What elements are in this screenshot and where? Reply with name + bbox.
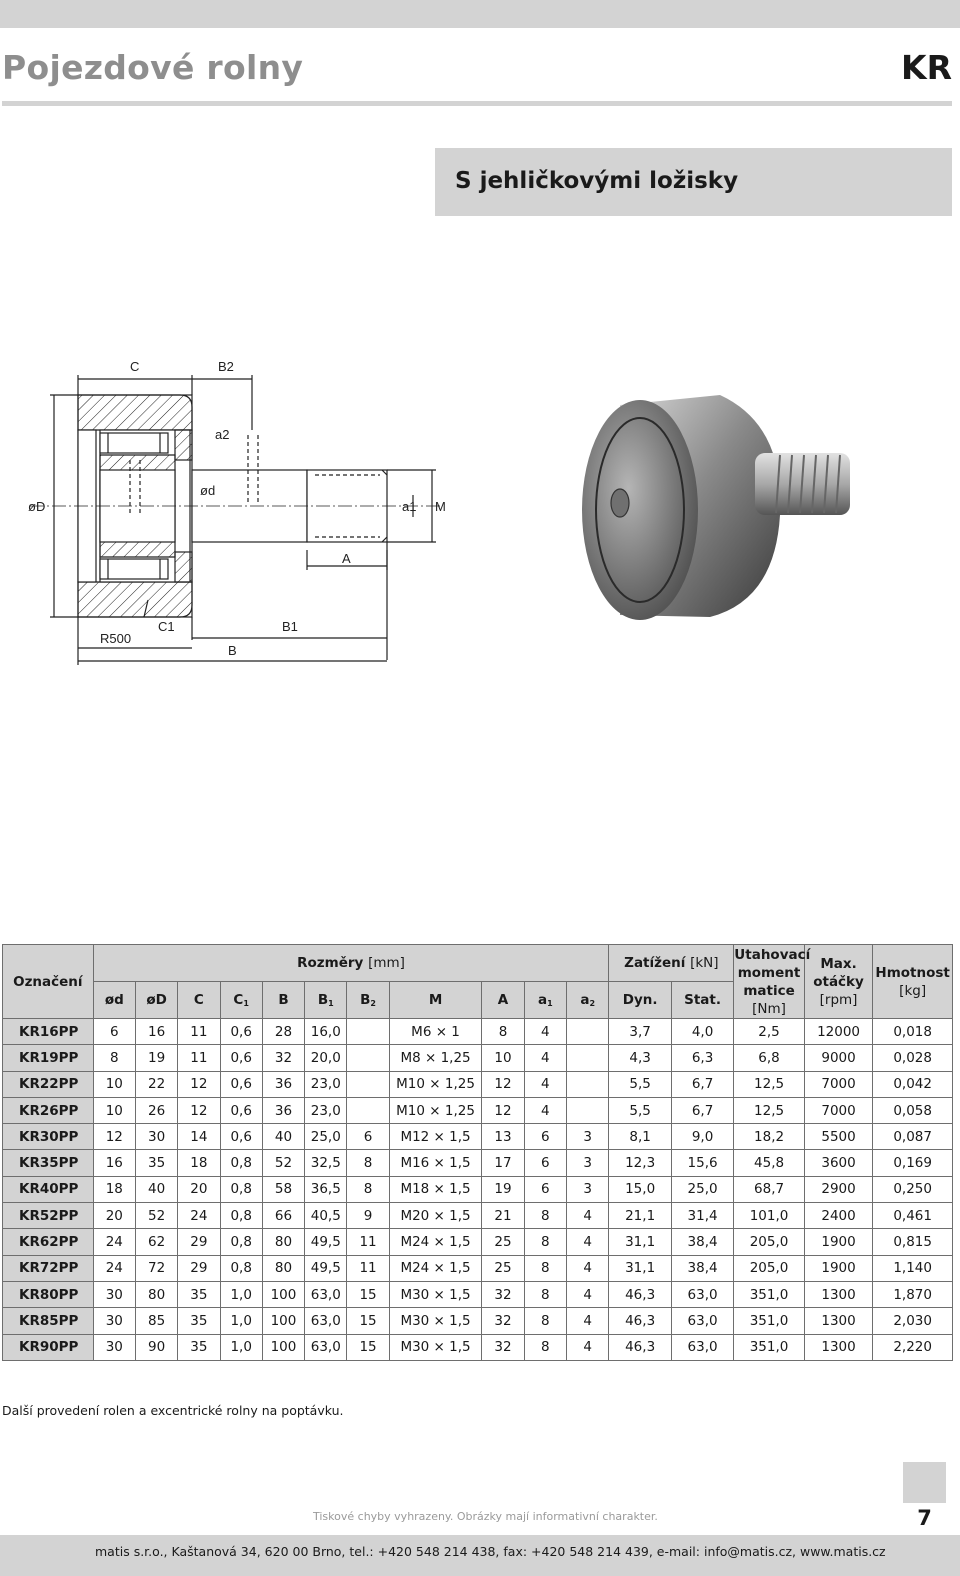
table-cell: 63,0 xyxy=(305,1308,347,1334)
table-cell: 40,5 xyxy=(305,1203,347,1229)
table-cell: 15 xyxy=(347,1281,389,1307)
label-R500: R500 xyxy=(100,631,132,646)
spec-table xyxy=(2,944,953,1361)
table-cell: 32 xyxy=(482,1308,524,1334)
col-D: øD xyxy=(135,982,177,1019)
table-cell: 0,250 xyxy=(873,1176,953,1202)
table-cell: 35 xyxy=(178,1334,220,1360)
table-cell: 12 xyxy=(93,1124,135,1150)
table-cell: 28 xyxy=(262,1019,304,1045)
table-cell: 52 xyxy=(135,1203,177,1229)
table-cell: 30 xyxy=(93,1281,135,1307)
table-cell xyxy=(566,1019,608,1045)
label-a2: a2 xyxy=(215,427,230,442)
table-cell: 0,087 xyxy=(873,1124,953,1150)
table-cell: 36 xyxy=(262,1097,304,1123)
designation-cell: KR90PP xyxy=(3,1334,94,1360)
table-row xyxy=(3,1097,953,1123)
table-cell: 6 xyxy=(524,1176,566,1202)
table-cell: 1900 xyxy=(804,1255,872,1281)
label-oD: øD xyxy=(28,499,46,514)
table-cell: M8 × 1,25 xyxy=(389,1045,482,1071)
table-cell: 46,3 xyxy=(609,1308,671,1334)
table-cell: 2400 xyxy=(804,1203,872,1229)
label-M: M xyxy=(435,499,446,514)
table-cell: M10 × 1,25 xyxy=(389,1071,482,1097)
table-cell: M16 × 1,5 xyxy=(389,1150,482,1176)
table-cell: 8 xyxy=(524,1255,566,1281)
table-cell: 17 xyxy=(482,1150,524,1176)
table-cell: 2900 xyxy=(804,1176,872,1202)
label-A: A xyxy=(342,551,351,566)
table-cell: 0,6 xyxy=(220,1045,262,1071)
table-cell: 14 xyxy=(178,1124,220,1150)
table-cell: 4 xyxy=(566,1281,608,1307)
table-cell: 8,1 xyxy=(609,1124,671,1150)
label-a1: a1 xyxy=(402,499,417,514)
table-cell: 2,030 xyxy=(873,1308,953,1334)
table-cell: 0,058 xyxy=(873,1097,953,1123)
top-band xyxy=(0,0,960,28)
table-cell: 62 xyxy=(135,1229,177,1255)
table-cell: 100 xyxy=(262,1308,304,1334)
table-cell: 10 xyxy=(93,1071,135,1097)
table-cell: 15 xyxy=(347,1334,389,1360)
table-cell: 3,7 xyxy=(609,1019,671,1045)
table-cell: 6 xyxy=(524,1150,566,1176)
table-cell: M20 × 1,5 xyxy=(389,1203,482,1229)
table-cell xyxy=(347,1019,389,1045)
designation-cell: KR85PP xyxy=(3,1308,94,1334)
col-torque: Utahovací moment matice [Nm] xyxy=(734,946,811,1017)
table-cell: 0,8 xyxy=(220,1229,262,1255)
col-a2: $a_2$ xyxy=(566,982,608,1019)
table-cell: 351,0 xyxy=(734,1334,805,1360)
designation-cell: KR72PP xyxy=(3,1255,94,1281)
col-a1: $a_1$ xyxy=(524,982,566,1019)
table-row xyxy=(3,1334,953,1360)
table-row xyxy=(3,1308,953,1334)
table-cell: 1,0 xyxy=(220,1334,262,1360)
table-cell: 29 xyxy=(178,1255,220,1281)
table-cell: 4 xyxy=(524,1097,566,1123)
label-B: B xyxy=(228,643,237,658)
table-cell: 4 xyxy=(524,1045,566,1071)
table-cell: 4 xyxy=(566,1229,608,1255)
table-cell: 1,140 xyxy=(873,1255,953,1281)
table-cell: 3600 xyxy=(804,1150,872,1176)
table-cell xyxy=(566,1071,608,1097)
table-cell: 15,0 xyxy=(609,1176,671,1202)
col-B: B xyxy=(262,982,304,1019)
table-cell: 6 xyxy=(524,1124,566,1150)
col-B2: $B_2$ xyxy=(347,982,389,1019)
table-cell: 19 xyxy=(482,1176,524,1202)
table-cell: 80 xyxy=(262,1229,304,1255)
table-cell: 8 xyxy=(524,1229,566,1255)
table-cell: 31,1 xyxy=(609,1229,671,1255)
table-cell: 10 xyxy=(482,1045,524,1071)
table-cell: 4 xyxy=(566,1334,608,1360)
table-cell: 1300 xyxy=(804,1281,872,1307)
table-cell: 25,0 xyxy=(305,1124,347,1150)
table-cell: 18,2 xyxy=(734,1124,805,1150)
table-cell: 11 xyxy=(347,1255,389,1281)
title-divider xyxy=(2,101,952,106)
table-header-row-1 xyxy=(3,945,953,982)
table-cell: 32,5 xyxy=(305,1150,347,1176)
table-cell: 24 xyxy=(93,1229,135,1255)
table-cell: 20,0 xyxy=(305,1045,347,1071)
table-cell: 4,3 xyxy=(609,1045,671,1071)
table-cell: 12 xyxy=(482,1071,524,1097)
table-cell: 0,8 xyxy=(220,1203,262,1229)
table-cell xyxy=(347,1097,389,1123)
table-cell: 0,815 xyxy=(873,1229,953,1255)
table-cell: 63,0 xyxy=(305,1334,347,1360)
table-cell: 12 xyxy=(482,1097,524,1123)
table-cell: 32 xyxy=(482,1281,524,1307)
table-cell: 351,0 xyxy=(734,1281,805,1307)
table-cell: 58 xyxy=(262,1176,304,1202)
note: Další provedení rolen a excentrické rolny na poptávku. xyxy=(2,1403,344,1418)
table-cell: 24 xyxy=(178,1203,220,1229)
table-cell: 11 xyxy=(178,1019,220,1045)
table-cell: 16 xyxy=(93,1150,135,1176)
table-row xyxy=(3,1203,953,1229)
designation-cell: KR35PP xyxy=(3,1150,94,1176)
designation-cell: KR40PP xyxy=(3,1176,94,1202)
group-load: Zatížení [kN] xyxy=(609,945,734,982)
table-cell: 1,0 xyxy=(220,1308,262,1334)
table-cell: 29 xyxy=(178,1229,220,1255)
disclaimer: Tiskové chyby vyhrazeny. Obrázky mají informativní charakter. xyxy=(313,1510,658,1523)
table-cell: 38,4 xyxy=(671,1255,733,1281)
table-cell: 22 xyxy=(135,1071,177,1097)
label-C1: C1 xyxy=(158,619,175,634)
page-title: Pojezdové rolny xyxy=(2,48,304,87)
table-cell: 31,4 xyxy=(671,1203,733,1229)
table-cell: 13 xyxy=(482,1124,524,1150)
table-cell: 6 xyxy=(347,1124,389,1150)
table-cell: 0,6 xyxy=(220,1071,262,1097)
table-cell: 0,461 xyxy=(873,1203,953,1229)
table-cell: 21 xyxy=(482,1203,524,1229)
label-B1: B1 xyxy=(282,619,298,634)
table-cell: 4 xyxy=(566,1203,608,1229)
table-cell: 32 xyxy=(482,1334,524,1360)
table-cell: 63,0 xyxy=(671,1334,733,1360)
table-cell: 38,4 xyxy=(671,1229,733,1255)
table-cell: 6,8 xyxy=(734,1045,805,1071)
table-cell: M10 × 1,25 xyxy=(389,1097,482,1123)
table-cell: 63,0 xyxy=(671,1308,733,1334)
table-cell: 11 xyxy=(178,1045,220,1071)
table-row xyxy=(3,1176,953,1202)
table-cell: 0,028 xyxy=(873,1045,953,1071)
table-row xyxy=(3,1124,953,1150)
table-cell xyxy=(566,1097,608,1123)
col-speed: Max. otáčky [rpm] xyxy=(804,945,872,1019)
subtitle-box xyxy=(435,148,952,216)
table-cell: 8 xyxy=(347,1150,389,1176)
table-cell: 0,169 xyxy=(873,1150,953,1176)
table-cell: 100 xyxy=(262,1334,304,1360)
table-cell: 12,5 xyxy=(734,1097,805,1123)
table-cell: 101,0 xyxy=(734,1203,805,1229)
col-d: ød xyxy=(93,982,135,1019)
table-cell: 80 xyxy=(262,1255,304,1281)
table-cell: 351,0 xyxy=(734,1308,805,1334)
subtitle: S jehličkovými ložisky xyxy=(455,168,739,194)
table-row xyxy=(3,1255,953,1281)
table-cell: 0,042 xyxy=(873,1071,953,1097)
table-cell: 18 xyxy=(93,1176,135,1202)
table-cell: M6 × 1 xyxy=(389,1019,482,1045)
table-cell: 25 xyxy=(482,1255,524,1281)
table-cell: 49,5 xyxy=(305,1229,347,1255)
table-cell: 12,3 xyxy=(609,1150,671,1176)
table-cell: 0,6 xyxy=(220,1124,262,1150)
table-cell: 20 xyxy=(178,1176,220,1202)
table-cell: 30 xyxy=(93,1334,135,1360)
table-cell: 85 xyxy=(135,1308,177,1334)
table-cell: 16 xyxy=(135,1019,177,1045)
table-cell: 63,0 xyxy=(305,1281,347,1307)
table-cell: M18 × 1,5 xyxy=(389,1176,482,1202)
table-cell: 8 xyxy=(524,1334,566,1360)
table-cell xyxy=(347,1045,389,1071)
table-cell: 0,8 xyxy=(220,1255,262,1281)
table-cell: 8 xyxy=(524,1203,566,1229)
table-cell: 9 xyxy=(347,1203,389,1229)
table-cell: 15 xyxy=(347,1308,389,1334)
table-cell: 19 xyxy=(135,1045,177,1071)
table-cell: 32 xyxy=(262,1045,304,1071)
label-od: ød xyxy=(200,483,216,498)
table-cell: 4 xyxy=(524,1071,566,1097)
product-photo xyxy=(580,385,870,625)
table-cell: 12 xyxy=(178,1097,220,1123)
table-cell: 2,220 xyxy=(873,1334,953,1360)
designation-cell: KR62PP xyxy=(3,1229,94,1255)
table-cell: 5500 xyxy=(804,1124,872,1150)
table-cell: 8 xyxy=(524,1281,566,1307)
table-cell: 12000 xyxy=(804,1019,872,1045)
technical-drawing xyxy=(20,355,470,670)
label-B2: B2 xyxy=(218,359,234,374)
table-cell: 12 xyxy=(178,1071,220,1097)
table-cell: 25,0 xyxy=(671,1176,733,1202)
col-C: C xyxy=(178,982,220,1019)
designation-cell: KR19PP xyxy=(3,1045,94,1071)
table-cell: 0,018 xyxy=(873,1019,953,1045)
table-cell: M24 × 1,5 xyxy=(389,1229,482,1255)
group-dimensions: Rozměry [mm] xyxy=(93,945,609,982)
table-cell: 8 xyxy=(524,1308,566,1334)
table-cell: 1,0 xyxy=(220,1281,262,1307)
table-cell: M30 × 1,5 xyxy=(389,1308,482,1334)
table-cell: 9,0 xyxy=(671,1124,733,1150)
table-row xyxy=(3,1229,953,1255)
designation-cell: KR26PP xyxy=(3,1097,94,1123)
table-cell: 16,0 xyxy=(305,1019,347,1045)
table-cell: 36 xyxy=(262,1071,304,1097)
table-cell: 15,6 xyxy=(671,1150,733,1176)
table-cell: 21,1 xyxy=(609,1203,671,1229)
table-cell: 46,3 xyxy=(609,1334,671,1360)
table-cell: 90 xyxy=(135,1334,177,1360)
table-row xyxy=(3,1045,953,1071)
table-cell: 18 xyxy=(178,1150,220,1176)
table-cell: 0,6 xyxy=(220,1019,262,1045)
table-cell: 26 xyxy=(135,1097,177,1123)
table-cell: 9000 xyxy=(804,1045,872,1071)
table-cell: 35 xyxy=(178,1281,220,1307)
table-cell: 8 xyxy=(347,1176,389,1202)
table-cell: 66 xyxy=(262,1203,304,1229)
col-C1: $C_1$ xyxy=(220,982,262,1019)
designation-cell: KR22PP xyxy=(3,1071,94,1097)
table-cell: 35 xyxy=(178,1308,220,1334)
table-cell: 3 xyxy=(566,1176,608,1202)
table-cell: 4 xyxy=(566,1255,608,1281)
table-cell: 1300 xyxy=(804,1334,872,1360)
footer-contact: matis s.r.o., Kaštanová 34, 620 00 Brno, tel.: +420 548 214 438, fax: +420 548 214 439, e-mail: info@matis.cz, www.matis.cz xyxy=(95,1544,886,1559)
table-cell: 1,870 xyxy=(873,1281,953,1307)
table-cell: 63,0 xyxy=(671,1281,733,1307)
col-M: M xyxy=(389,982,482,1019)
table-cell: 12,5 xyxy=(734,1071,805,1097)
table-cell: 6,7 xyxy=(671,1071,733,1097)
table-cell: 3 xyxy=(566,1150,608,1176)
designation-cell: KR30PP xyxy=(3,1124,94,1150)
col-dyn: Dyn. xyxy=(609,982,671,1019)
product-code: KR xyxy=(901,48,952,87)
page-number: 7 xyxy=(903,1503,946,1533)
table-cell xyxy=(566,1045,608,1071)
table-cell: 40 xyxy=(135,1176,177,1202)
table-cell: M30 × 1,5 xyxy=(389,1281,482,1307)
table-cell: 49,5 xyxy=(305,1255,347,1281)
table-cell: 46,3 xyxy=(609,1281,671,1307)
table-cell: 40 xyxy=(262,1124,304,1150)
table-cell: 0,8 xyxy=(220,1150,262,1176)
table-cell: 5,5 xyxy=(609,1097,671,1123)
table-cell: M30 × 1,5 xyxy=(389,1334,482,1360)
table-cell: 6,3 xyxy=(671,1045,733,1071)
table-row xyxy=(3,1150,953,1176)
table-cell: 31,1 xyxy=(609,1255,671,1281)
table-cell: 1900 xyxy=(804,1229,872,1255)
table-cell: 20 xyxy=(93,1203,135,1229)
table-cell: 205,0 xyxy=(734,1255,805,1281)
table-cell: 5,5 xyxy=(609,1071,671,1097)
table-cell: 3 xyxy=(566,1124,608,1150)
table-row xyxy=(3,1281,953,1307)
table-cell: 7000 xyxy=(804,1097,872,1123)
col-weight: Hmotnost [kg] xyxy=(873,945,953,1019)
table-cell: 4,0 xyxy=(671,1019,733,1045)
col-stat: Stat. xyxy=(671,982,733,1019)
table-cell: 80 xyxy=(135,1281,177,1307)
table-cell: 4 xyxy=(566,1308,608,1334)
table-cell: 0,6 xyxy=(220,1097,262,1123)
table-cell: 11 xyxy=(347,1229,389,1255)
table-cell: 36,5 xyxy=(305,1176,347,1202)
table-cell: 8 xyxy=(93,1045,135,1071)
table-cell: 6 xyxy=(93,1019,135,1045)
table-cell: 4 xyxy=(524,1019,566,1045)
table-cell: 2,5 xyxy=(734,1019,805,1045)
table-cell: 23,0 xyxy=(305,1097,347,1123)
table-cell: 6,7 xyxy=(671,1097,733,1123)
col-B1: $B_1$ xyxy=(305,982,347,1019)
table-cell: 8 xyxy=(482,1019,524,1045)
table-row xyxy=(3,1071,953,1097)
table-row xyxy=(3,1019,953,1045)
table-cell: 72 xyxy=(135,1255,177,1281)
table-cell xyxy=(347,1071,389,1097)
label-C: C xyxy=(130,359,140,374)
table-cell: M24 × 1,5 xyxy=(389,1255,482,1281)
designation-cell: KR80PP xyxy=(3,1281,94,1307)
table-cell: 10 xyxy=(93,1097,135,1123)
designation-cell: KR52PP xyxy=(3,1203,94,1229)
table-cell: 52 xyxy=(262,1150,304,1176)
table-cell: 100 xyxy=(262,1281,304,1307)
designation-cell: KR16PP xyxy=(3,1019,94,1045)
col-A: A xyxy=(482,982,524,1019)
table-cell: 30 xyxy=(135,1124,177,1150)
table-cell: M12 × 1,5 xyxy=(389,1124,482,1150)
table-cell: 0,8 xyxy=(220,1176,262,1202)
table-cell: 23,0 xyxy=(305,1071,347,1097)
table-cell: 7000 xyxy=(804,1071,872,1097)
table-cell: 35 xyxy=(135,1150,177,1176)
table-cell: 205,0 xyxy=(734,1229,805,1255)
table-cell: 1300 xyxy=(804,1308,872,1334)
table-cell: 24 xyxy=(93,1255,135,1281)
table-cell: 68,7 xyxy=(734,1176,805,1202)
col-designation: Označení xyxy=(3,945,94,1019)
table-cell: 30 xyxy=(93,1308,135,1334)
table-cell: 25 xyxy=(482,1229,524,1255)
table-cell: 45,8 xyxy=(734,1150,805,1176)
